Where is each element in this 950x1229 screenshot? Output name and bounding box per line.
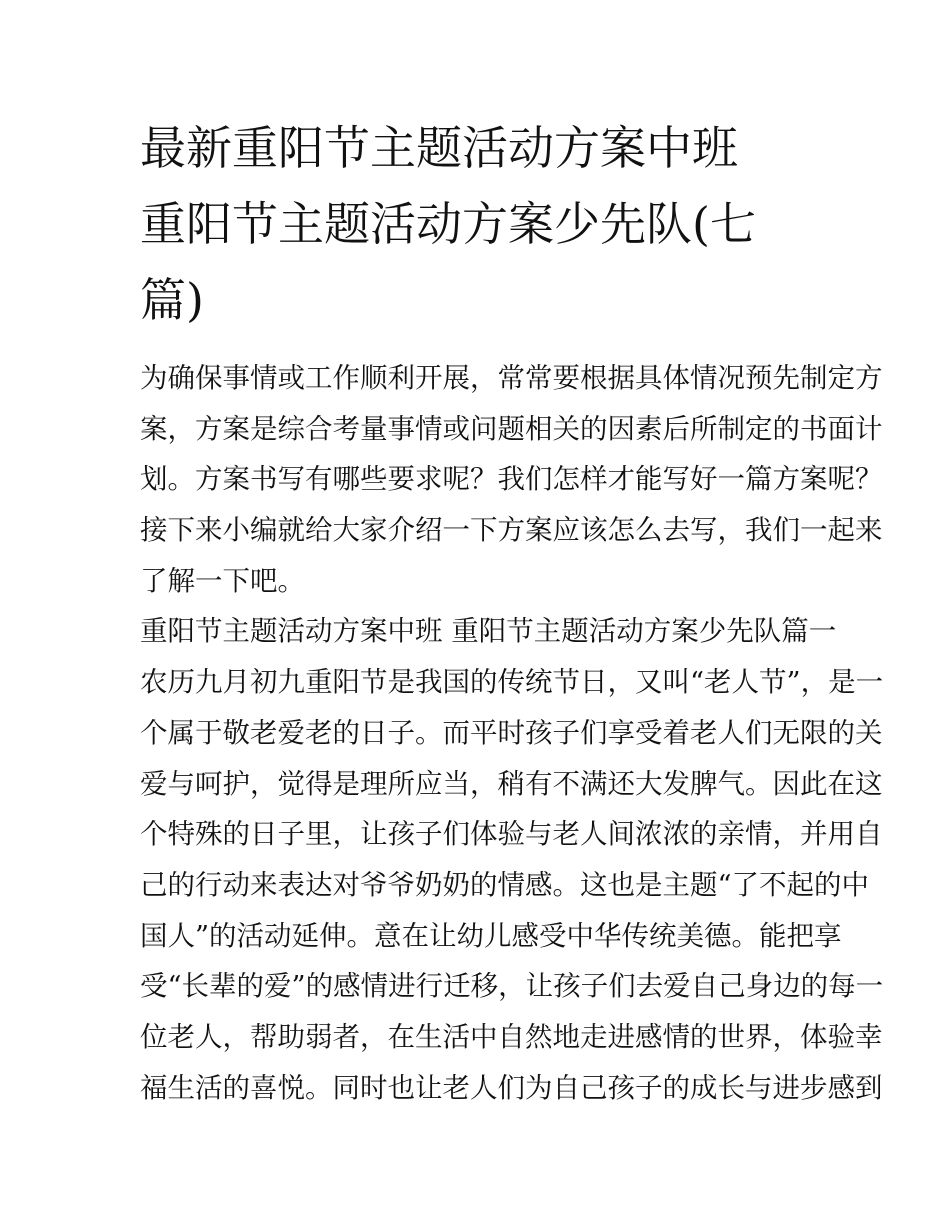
document-body <box>140 353 884 1113</box>
title-line: 最新重阳节主题活动方案中班 <box>140 121 738 175</box>
paragraph-line: 己的行动来表达对爷爷奶奶的情感。这也是主题“了不起的中 <box>140 868 870 901</box>
paragraph-line: 福生活的喜悦。同时也让老人们为自己孩子的成长与进步感到 <box>140 1071 883 1104</box>
intro-line: 案，方案是综合考量事情或问题相关的因素后所制定的书面计 <box>140 412 883 445</box>
intro-line: 划。方案书写有哪些要求呢？我们怎样才能写好一篇方案呢？ <box>140 463 883 496</box>
intro-line: 了解一下吧。 <box>140 564 305 597</box>
paragraph-line: 个属于敬老爱老的日子。而平时孩子们享受着老人们无限的关 <box>140 716 883 749</box>
paragraph-line: 农历九月初九重阳节是我国的传统节日，又叫“老人节”，是一 <box>140 666 884 699</box>
paragraph-line: 国人”的活动延伸。意在让幼儿感受中华传统美德。能把享 <box>140 919 842 952</box>
paragraph-line: 受“长辈的爱”的感情进行迁移，让孩子们去爱自己身边的每一 <box>140 970 884 1003</box>
title-line: 重阳节主题活动方案少先队(七 <box>140 197 756 251</box>
section-heading: 重阳节主题活动方案中班 重阳节主题活动方案少先队篇一 <box>140 615 837 648</box>
intro-line: 为确保事情或工作顺利开展，常常要根据具体情况预先制定方 <box>140 362 883 394</box>
intro-line: 接下来小编就给大家介绍一下方案应该怎么去写，我们一起来 <box>140 514 883 547</box>
paragraph-line: 个特殊的日子里，让孩子们体验与老人间浓浓的亲情，并用自 <box>140 818 883 851</box>
paragraph-line: 位老人，帮助弱者，在生活中自然地走进感情的世界，体验幸 <box>140 1020 883 1053</box>
paragraph-line: 爱与呵护，觉得是理所应当，稍有不满还大发脾气。因此在这 <box>140 767 883 800</box>
title-line: 篇) <box>140 273 204 327</box>
document-title <box>140 110 840 338</box>
